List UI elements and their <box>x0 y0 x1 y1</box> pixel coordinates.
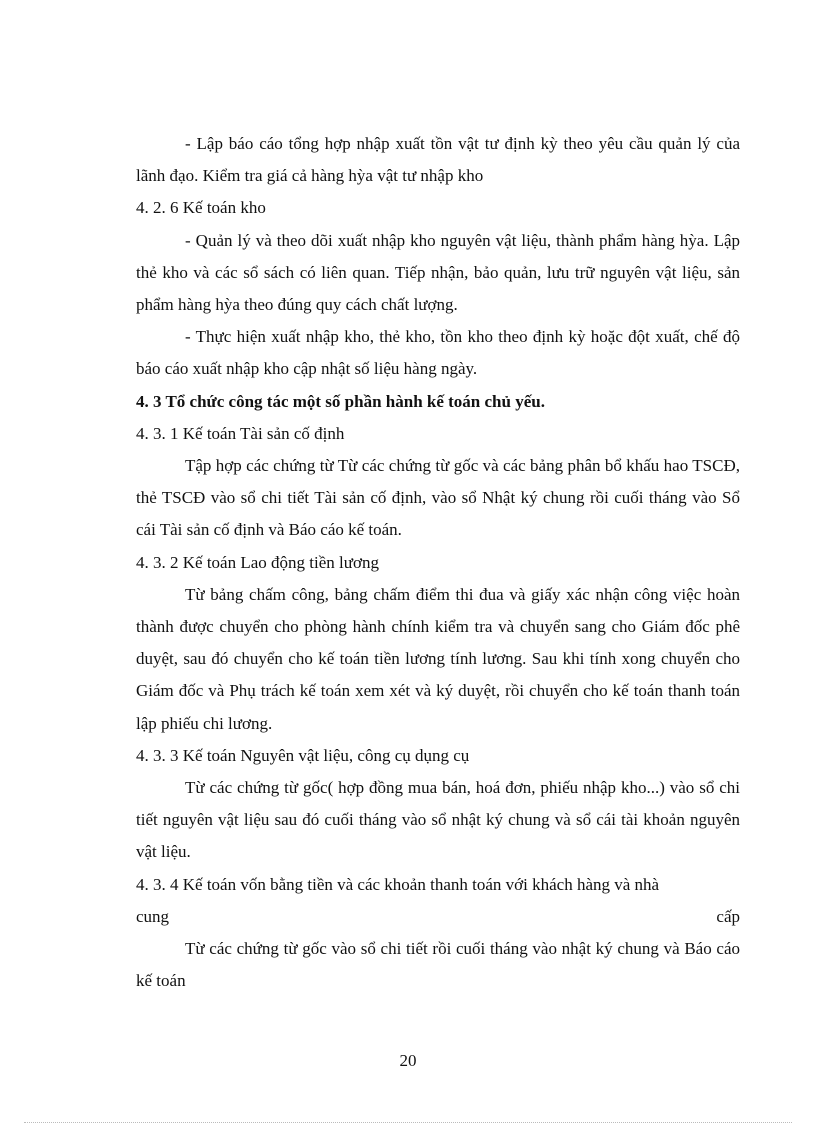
heading-tail-line <box>136 901 740 933</box>
page-number: 20 <box>399 1051 417 1070</box>
paragraph: - Lập báo cáo tổng hợp nhập xuất tồn vật tư định kỳ theo yêu cầu quản lý của lãnh đạo. Kiểm tra giá cả hàng hỳa vật tư nhập kho <box>136 134 740 186</box>
section-heading: 4. 3. 1 Kế toán Tài sản cố định <box>136 423 345 443</box>
heading-text: 4. 3. 4 Kế toán vốn bằng tiền và các khoản thanh toán với khách hàng và nhà <box>136 874 660 894</box>
paragraph: Từ bảng chấm công, bảng chấm điểm thi đua và giấy xác nhận công việc hoàn thành được chuyển cho phòng hành chính kiểm tra và chuyển sang cho Giám đốc phê duyệt, sau đó chuyển cho kế toán tiền lương tính lương. Sau khi tính xong chuyển cho Giám đốc và Phụ trách kế toán xem xét và ký duyệt, rồi chuyển cho kế toán thanh toán lập phiếu chi lương. <box>136 584 740 733</box>
document-body <box>136 128 740 997</box>
section-heading: 4. 2. 6 Kế toán kho <box>136 198 266 218</box>
paragraph: Tập hợp các chứng từ Từ các chứng từ gốc và các bảng phân bổ khấu hao TSCĐ, thẻ TSCĐ vào sổ chi tiết Tài sản cố định, vào sổ Nhật ký chung rồi cuối tháng vào Sổ cái Tài sản cố định và Báo cáo kế toán. <box>136 456 740 540</box>
paragraph: Từ các chứng từ gốc( hợp đồng mua bán, hoá đơn, phiếu nhập kho...) vào sổ chi tiết nguyên vật liệu sau đó cuối tháng vào sổ nhật ký chung và sổ cái tài khoản nguyên vật liệu. <box>136 778 740 862</box>
paragraph: - Thực hiện xuất nhập kho, thẻ kho, tồn kho theo định kỳ hoặc đột xuất, chế độ báo cáo xuất nhập kho cập nhật số liệu hàng ngày. <box>136 327 740 379</box>
section-heading-bold: 4. 3 Tổ chức công tác một số phần hành kế toán chủ yếu. <box>136 391 545 411</box>
section-heading: 4. 3. 2 Kế toán Lao động tiền lương <box>136 552 379 572</box>
heading-tail-left: cung <box>136 906 170 926</box>
section-heading-justified <box>136 869 740 933</box>
heading-line <box>136 869 740 901</box>
section-heading: 4. 3. 3 Kế toán Nguyên vật liệu, công cụ dụng cụ <box>136 745 470 765</box>
heading-tail-right: cấp <box>716 906 740 926</box>
paragraph: - Quản lý và theo dõi xuất nhập kho nguyên vật liệu, thành phẩm hàng hỳa. Lập thẻ kho và các sổ sách có liên quan. Tiếp nhận, bảo quản, lưu trữ nguyên vật liệu, sản phẩm hàng hỳa theo đúng quy cách chất lượng. <box>136 230 740 315</box>
paragraph: Từ các chứng từ gốc vào sổ chi tiết rồi cuối tháng vào nhật ký chung và Báo cáo kế toán <box>136 939 740 991</box>
